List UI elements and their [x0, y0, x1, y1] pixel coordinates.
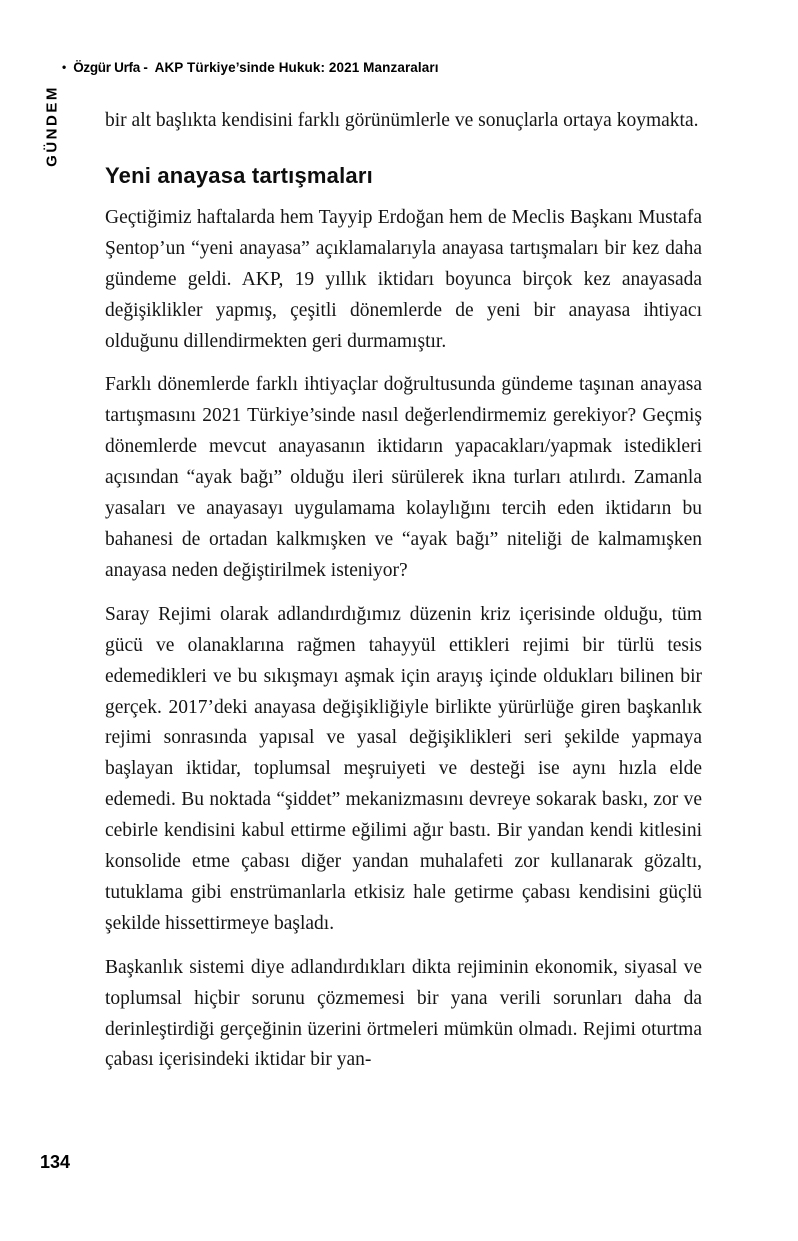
paragraph: Farklı dönemlerde farklı ihtiyaçlar doğrultusunda gündeme taşınan anayasa tartışmasını 2021 Türkiye’sinde nasıl değerlendirmemiz gerekiyor? Geçmiş dönemlerde mevcut anayasanın iktidarın yapacakları/yapmak istedikleri açısından “ayak bağı” olduğu ileri sürülerek ikna turları atılırdı. Zamanla yasaları ve anayasayı uygulamama kolaylığını tercih eden iktidarın bu bahanesi de ortadan kalkmışken ve “ayak bağı” niteliği de kalmamışken anayasa neden değiştirilmek isteniyor?: [105, 374, 702, 581]
header-book-title: AKP Türkiye’sinde Hukuk: 2021 Manzaraları: [154, 60, 439, 75]
paragraph: Başkanlık sistemi diye adlandırdıkları dikta rejiminin ekonomik, siyasal ve toplumsal hiçbir sorunu çözmemesi bir yana verili sorunları daha da derinleştirdiği gerçeğinin üzerini örtmeleri mümkün olmadı. Rejimi oturtma çabası içerisindeki iktidar bir yan-: [105, 956, 702, 1071]
paragraph: Geçtiğimiz haftalarda hem Tayyip Erdoğan hem de Meclis Başkanı Mustafa Şentop’un “yeni anayasa” açıklamalarıyla anayasa tartışmaları bir kez daha gündeme geldi. AKP, 19 yıllık iktidarı boyunca birçok kez anayasada değişiklikler yapmış, çeşitli dönemlerde de yeni bir anayasa ihtiyacı olduğunu dillendirmekten geri durmamıştır.: [105, 206, 702, 352]
page-number: 134: [40, 1152, 71, 1172]
section-margin-label: GÜNDEM: [43, 85, 61, 167]
bullet-icon: •: [62, 60, 67, 74]
section-title: Yeni anayasa tartışmaları: [105, 162, 373, 188]
running-header: [62, 60, 439, 75]
header-author: Özgür Urfa -: [73, 60, 148, 75]
paragraph: Saray Rejimi olarak adlandırdığımız düzenin kriz içerisinde olduğu, tüm gücü ve olanaklarına rağmen tahayyül ettikleri rejimi bir türlü tesis edemedikleri ve bu sıkışmayı aşmak için arayış içinde oldukları bilinen bir gerçek. 2017’deki anayasa değişikliğiyle birlikte yürürlüğe giren başkanlık rejimi sonrasında yapısal ve yasal değişiklikleri seri şekilde yapmaya başlayan iktidar, toplumsal meşruiyeti ve desteği ise aynı hızla elde edemedi. Bu noktada “şiddet” mekanizmasını devreye sokarak baskı, zor ve cebirle kendisini kabul ettirme eğilimi ağır bastı. Bir yandan kendi kitlesini konsolide etme çabası diğer yandan muhalafeti zor kullanarak gözaltı, tutuklama gibi enstrümanlarla etkisiz hale getirme çabası kendisini güçlü şekilde hissettirmeye başladı.: [105, 603, 702, 934]
intro-paragraph: bir alt başlıkta kendisini farklı görünümlerle ve sonuçlarla ortaya koymakta.: [105, 110, 699, 131]
page-content: [105, 106, 702, 1089]
